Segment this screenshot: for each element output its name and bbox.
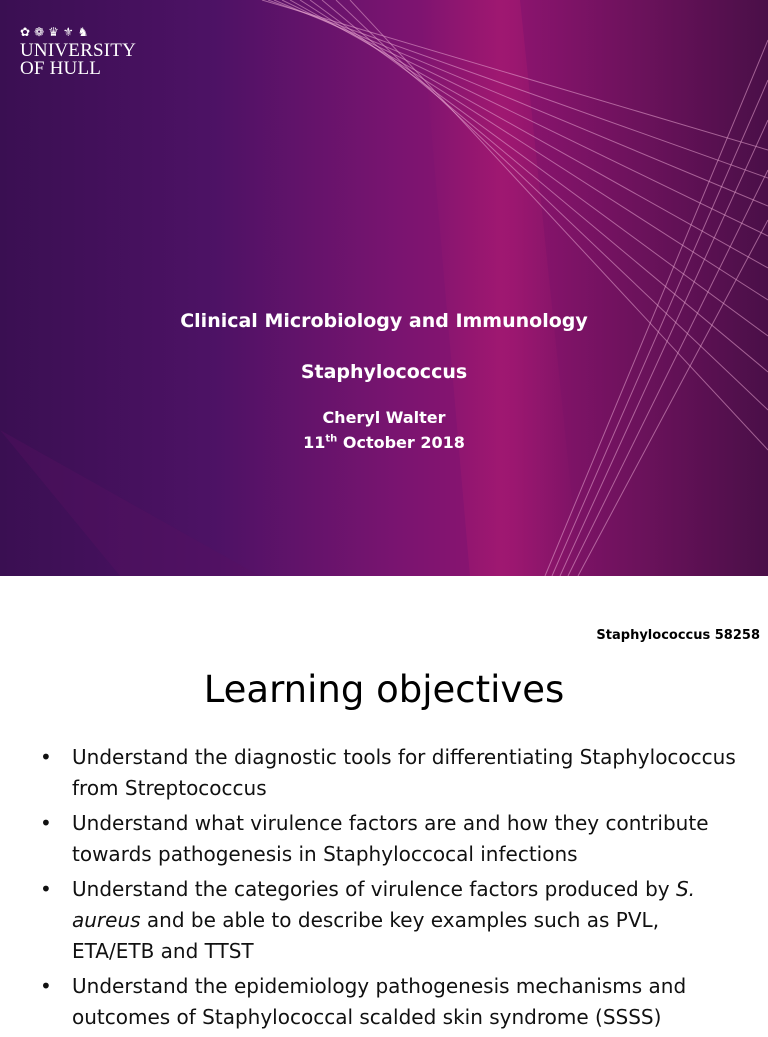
crest-icons [20,26,136,38]
slide-tag: Staphylococcus 58258 [596,628,760,643]
bullet-icon: • [40,974,52,998]
bullet-text-pre: Understand the categories of virulence factors produced by [72,877,676,901]
flower-icon: ❁ [34,25,45,39]
date-rest: October 2018 [337,433,465,452]
bullet-text: Understand the epidemiology pathogenesis mechanisms and outcomes of Staphylococcal scalded skin syndrome (SSSS) [72,974,687,1029]
bullet-icon: • [40,745,52,769]
university-logo [20,26,136,78]
list-item [40,742,740,804]
list-item [40,874,740,967]
rose-icon: ✿ [20,25,31,39]
date-suffix: th [325,433,338,445]
slide-heading: Learning objectives [203,668,565,711]
bullet-icon: • [40,877,52,901]
author-name: Cheryl Walter [322,408,446,427]
list-item [40,808,740,870]
swan-icon: ♞ [77,25,89,39]
species-name: S. aureus [72,877,696,932]
bullet-icon: • [40,811,52,835]
logo-line2: OF HULL [20,58,102,79]
objectives-list [40,742,740,1037]
logo-line1: UNIVERSITY [20,40,136,61]
presentation-title: Clinical Microbiology and Immunology [180,310,588,332]
presentation-subtitle: Staphylococcus [300,361,468,383]
bullet-text-post: and be able to describe key examples such as PVL, ETA/ETB and TTST [72,908,660,963]
date-day: 11 [303,433,326,452]
bullet-text: Understand what virulence factors are and how they contribute towards pathogenesis in Staphyloccocal infections [72,811,709,866]
bullet-text: Understand the diagnostic tools for differentiating Staphylococcus from Streptococcus [72,745,736,800]
fleur-de-lis-icon: ⚜ [62,25,74,39]
presentation-date [0,433,768,452]
crown-icon: ♛ [48,25,59,39]
